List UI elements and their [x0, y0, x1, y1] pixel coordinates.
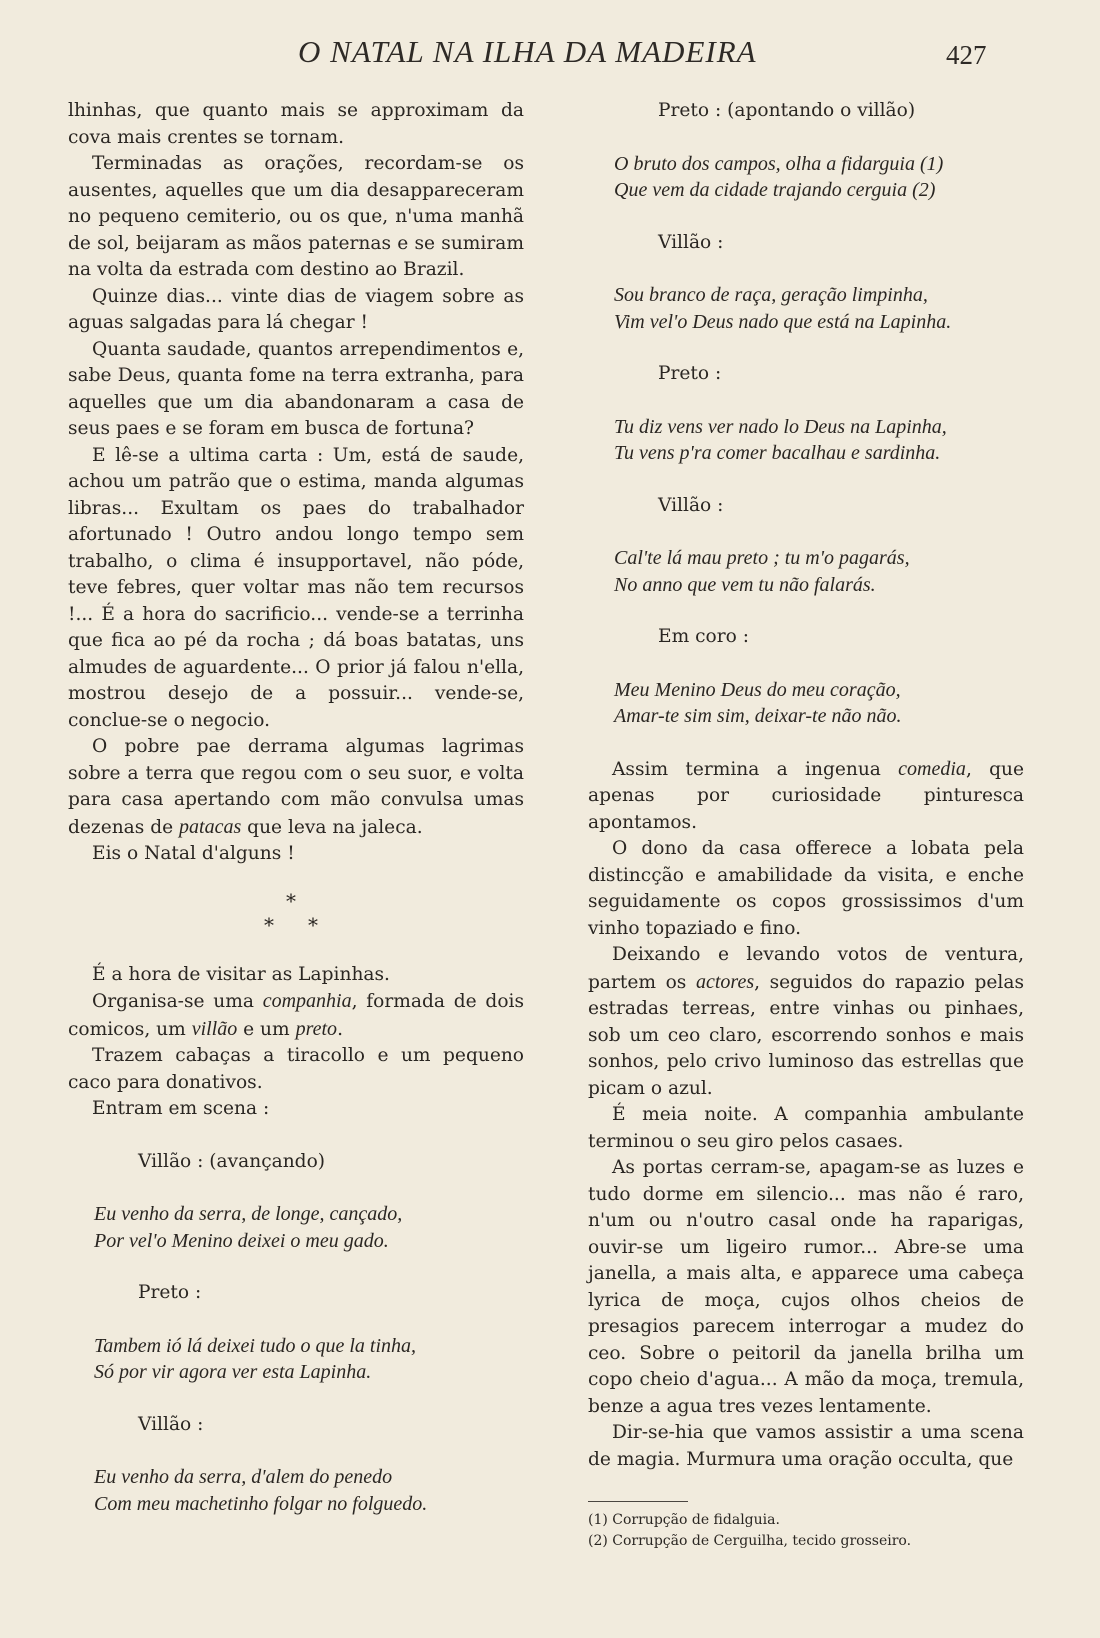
paragraph	[588, 942, 1024, 1102]
verse-line: Eu venho da serra, de longe, cançado,	[94, 1203, 403, 1225]
verse-stanza	[68, 1333, 524, 1386]
paragraph: O dono da casa offerece a lobata pela distincção e amabilidade da visita, e enche seguidamente os copos grossissimos d'um vinho topaziado e fino.	[588, 838, 1024, 939]
emphasis: comedia	[898, 757, 966, 780]
paragraph: E lê-se a ultima carta : Um, está de saude, achou um patrão que o estima, manda algumas libras... Exultam os paes do trabalhador afortunado ! Outro andou longo tempo sem trabalho, o clima é insupportavel, não póde, teve febres, quer voltar mas não tem recursos !... É a hora do sacrificio... vende-se a terrinha que fica ao pé da rocha ; dá boas batatas, uns almudes de aguardente... O prior já falou n'ella, mostrou desejo de a possuir... vende-se, conclue-se o negocio.	[68, 444, 524, 731]
speaker-label: Em coro :	[658, 626, 749, 647]
right-column	[588, 98, 1024, 1552]
paragraph: lhinhas, que quanto mais se approximam da cova mais crentes se tornam.	[68, 100, 524, 148]
footnote: (1) Corrupção de fidalguia.	[588, 1512, 780, 1528]
paragraph	[68, 734, 524, 841]
verse-line: Eu venho da serra, d'alem do penedo	[94, 1466, 393, 1488]
paragraph: Dir-se-hia que vamos assistir a uma scena de magia. Murmura uma oração occulta, que	[588, 1422, 1024, 1470]
verse-line: Cal'te lá mau preto ; tu m'o pagarás,	[614, 547, 910, 569]
verse-line: No anno que vem tu não falarás.	[614, 573, 876, 596]
verse-line: Sou branco de raça, geração limpinha,	[614, 284, 928, 306]
left-column	[68, 98, 524, 1517]
verse-line: Tu vens p'ra comer bacalhau e sardinha.	[614, 442, 941, 464]
speaker-label: Villão :	[658, 231, 724, 253]
paragraph: Quinze dias... vinte dias de viagem sobre as aguas salgadas para lá chegar !	[68, 285, 524, 333]
text-run: , seguidos do rapazio pelas estradas terreas, entre vinhas ou pinhaes, sob um ceo claro, escorrendo sonhos e mais sonhos, pelo crivo luminoso das estrellas que picam o azul.	[588, 971, 1024, 1099]
paragraph: É a hora de visitar as Lapinhas.	[92, 963, 390, 985]
asterisk: *	[308, 912, 318, 937]
paragraph: Entram em scena :	[92, 1098, 270, 1119]
verse-line: Que vem da cidade trajando cerguia (2)	[614, 179, 936, 201]
paragraph: É meia noite. A companhia ambulante terminou o seu giro pelos casaes.	[588, 1104, 1024, 1152]
paragraph: Eis o Natal d'alguns !	[92, 843, 295, 864]
page-header	[0, 34, 1100, 74]
verse-line: Tambem ió lá deixei tudo o que la tinha,	[94, 1334, 417, 1357]
verse-line: Por vel'o Menino deixei o meu gado.	[94, 1229, 389, 1252]
running-title: O NATAL NA ILHA DA MADEIRA	[298, 34, 757, 69]
footnotes	[588, 1510, 1024, 1552]
text-run: .	[337, 1018, 343, 1040]
emphasis: actores	[695, 970, 755, 993]
verse-line: Amar-te sim sim, deixar-te não não.	[614, 705, 902, 727]
verse-line: O bruto dos campos, olha a fidarguia (1)	[614, 152, 944, 175]
verse-stanza	[588, 282, 1024, 335]
speaker-label: Villão :	[138, 1413, 204, 1435]
verse-line: Tu diz vens ver nado lo Deus na Lapinha,	[614, 415, 947, 438]
verse-stanza	[68, 1201, 524, 1254]
verse-stanza	[68, 1464, 524, 1517]
verse-line: Com meu machetinho folgar no folguedo.	[94, 1492, 428, 1515]
text-run: O pobre pae derrama algumas lagrimas sobre a terra que regou com o seu suor, e volta para casa apertando com mão convulsa umas dezenas de	[68, 736, 524, 838]
speaker-label: Villão :	[658, 494, 724, 516]
footnote-rule	[588, 1501, 688, 1502]
emphasis: companhia	[262, 990, 352, 1012]
paragraph: As portas cerram-se, apagam-se as luzes e tudo dorme em silencio... mas não é raro, n'um ou n'outro casal onde ha raparigas, ouvir-se um ligeiro rumor... Abre-se uma janella, a mais alta, e apparece uma cabeça lyrica de moça, cujos olhos cheios de presagios parecem interrogar a mudez do ceo. Sobre o peitoril da janella brilha um copo cheio d'agua... A mão da moça, tremula, benze a agua tres vezes lentamente.	[588, 1157, 1024, 1417]
speaker-label: Preto : (apontando o villão)	[658, 100, 916, 121]
asterisk: *	[286, 888, 296, 913]
emphasis: patacas	[179, 815, 242, 838]
section-break-asterism	[68, 888, 524, 944]
paragraph: Terminadas as orações, recordam-se os ausentes, aquelles que um dia desappareceram no pequeno cemiterio, ou os que, n'uma manhã de sol, beijaram as mãos paternas e se sumiram na volta da estrada com destino ao Brazil.	[68, 153, 524, 280]
paragraph: Quanta saudade, quantos arrependimentos e, sabe Deus, quanta fome na terra extranha, para aquelles que um dia abandonaram a casa de seus paes e se foram em busca de fortuna?	[68, 338, 524, 439]
paragraph	[588, 756, 1024, 837]
verse-line: Vim vel'o Deus nado que está na Lapinha.	[614, 310, 952, 333]
verse-line: Meu Menino Deus do meu coração,	[614, 678, 901, 701]
verse-stanza	[588, 414, 1024, 467]
text-run: que leva na jaleca.	[241, 816, 423, 838]
verse-stanza	[588, 545, 1024, 598]
emphasis: villão	[191, 1017, 238, 1040]
paragraph	[68, 988, 524, 1043]
emphasis: preto	[295, 1017, 338, 1040]
verse-stanza	[588, 151, 1024, 204]
text-run: Organisa-se uma	[92, 991, 263, 1012]
speaker-label: Preto :	[658, 363, 722, 384]
footnote: (2) Corrupção de Cerguilha, tecido grosseiro.	[588, 1533, 912, 1549]
text-run: , formada de dois comicos, um	[68, 991, 524, 1040]
text-run: e um	[237, 1018, 296, 1040]
asterisk: *	[264, 912, 274, 937]
page-number: 427	[946, 40, 987, 70]
speaker-label: Villão : (avançando)	[138, 1150, 326, 1172]
speaker-label: Preto :	[138, 1282, 202, 1303]
verse-stanza	[588, 677, 1024, 730]
text-run: , que apenas por curiosidade pinturesca apontamos.	[588, 758, 1025, 833]
text-run: Deixando e levando votos de ventura, partem os	[588, 944, 1024, 993]
paragraph: Trazem cabaças a tiracollo e um pequeno caco para donativos.	[68, 1045, 524, 1093]
text-run: Assim termina a ingenua	[612, 758, 899, 780]
verse-line: Só por vir agora ver esta Lapinha.	[94, 1361, 372, 1383]
